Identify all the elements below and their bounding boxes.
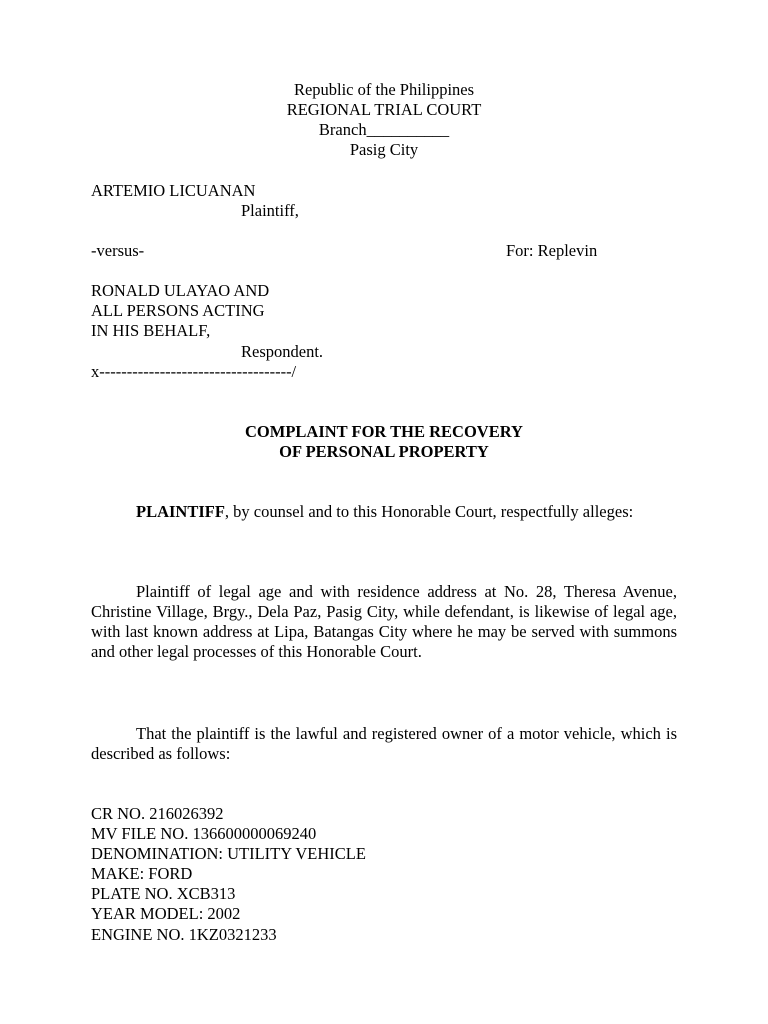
header-branch: Branch__________ [318, 120, 450, 139]
intro-rest: , by counsel and to this Honorable Court, respectfully alleges: [224, 502, 634, 521]
header-city: Pasig City [349, 140, 419, 159]
vehicle-denomination: DENOMINATION: UTILITY VEHICLE [91, 844, 366, 863]
vehicle-mv-file-no: MV FILE NO. 136600000069240 [91, 824, 317, 843]
plaintiff-name: ARTEMIO LICUANAN [91, 181, 256, 200]
vehicle-year-model: YEAR MODEL: 2002 [91, 904, 241, 923]
document-title-line-1: COMPLAINT FOR THE RECOVERY [245, 422, 523, 441]
header-republic: Republic of the Philippines [293, 80, 475, 99]
action-label: For: Replevin [506, 241, 598, 260]
vehicle-engine-no: ENGINE NO. 1KZ0321233 [91, 925, 277, 944]
respondent-line-3: IN HIS BEHALF, [91, 321, 211, 340]
header-court: REGIONAL TRIAL COURT [286, 100, 482, 119]
vehicle-cr-no: CR NO. 216026392 [91, 804, 224, 823]
allegation-paragraph-2: That the plaintiff is the lawful and registered owner of a motor vehicle, which is described as follows: [91, 724, 677, 763]
respondent-role: Respondent. [241, 342, 324, 361]
vehicle-make: MAKE: FORD [91, 864, 193, 883]
vehicle-plate-no: PLATE NO. XCB313 [91, 884, 236, 903]
versus-label: -versus- [91, 241, 145, 260]
allegation-paragraph-1: Plaintiff of legal age and with residence address at No. 28, Theresa Avenue, Christine Village, Brgy., Dela Paz, Pasig City, while defendant, is likewise of legal age, with last known address at Lipa, Batangas City where he may be served with summons and other legal processes of this Honorable Court. [91, 582, 677, 661]
document-title-line-2: OF PERSONAL PROPERTY [279, 442, 489, 461]
respondent-line-1: RONALD ULAYAO AND [91, 281, 270, 300]
plaintiff-role: Plaintiff, [241, 201, 299, 220]
intro-paragraph [91, 502, 677, 522]
caption-separator: x-----------------------------------/ [91, 362, 297, 381]
respondent-line-2: ALL PERSONS ACTING [91, 301, 265, 320]
intro-lead: PLAINTIFF [136, 502, 225, 521]
